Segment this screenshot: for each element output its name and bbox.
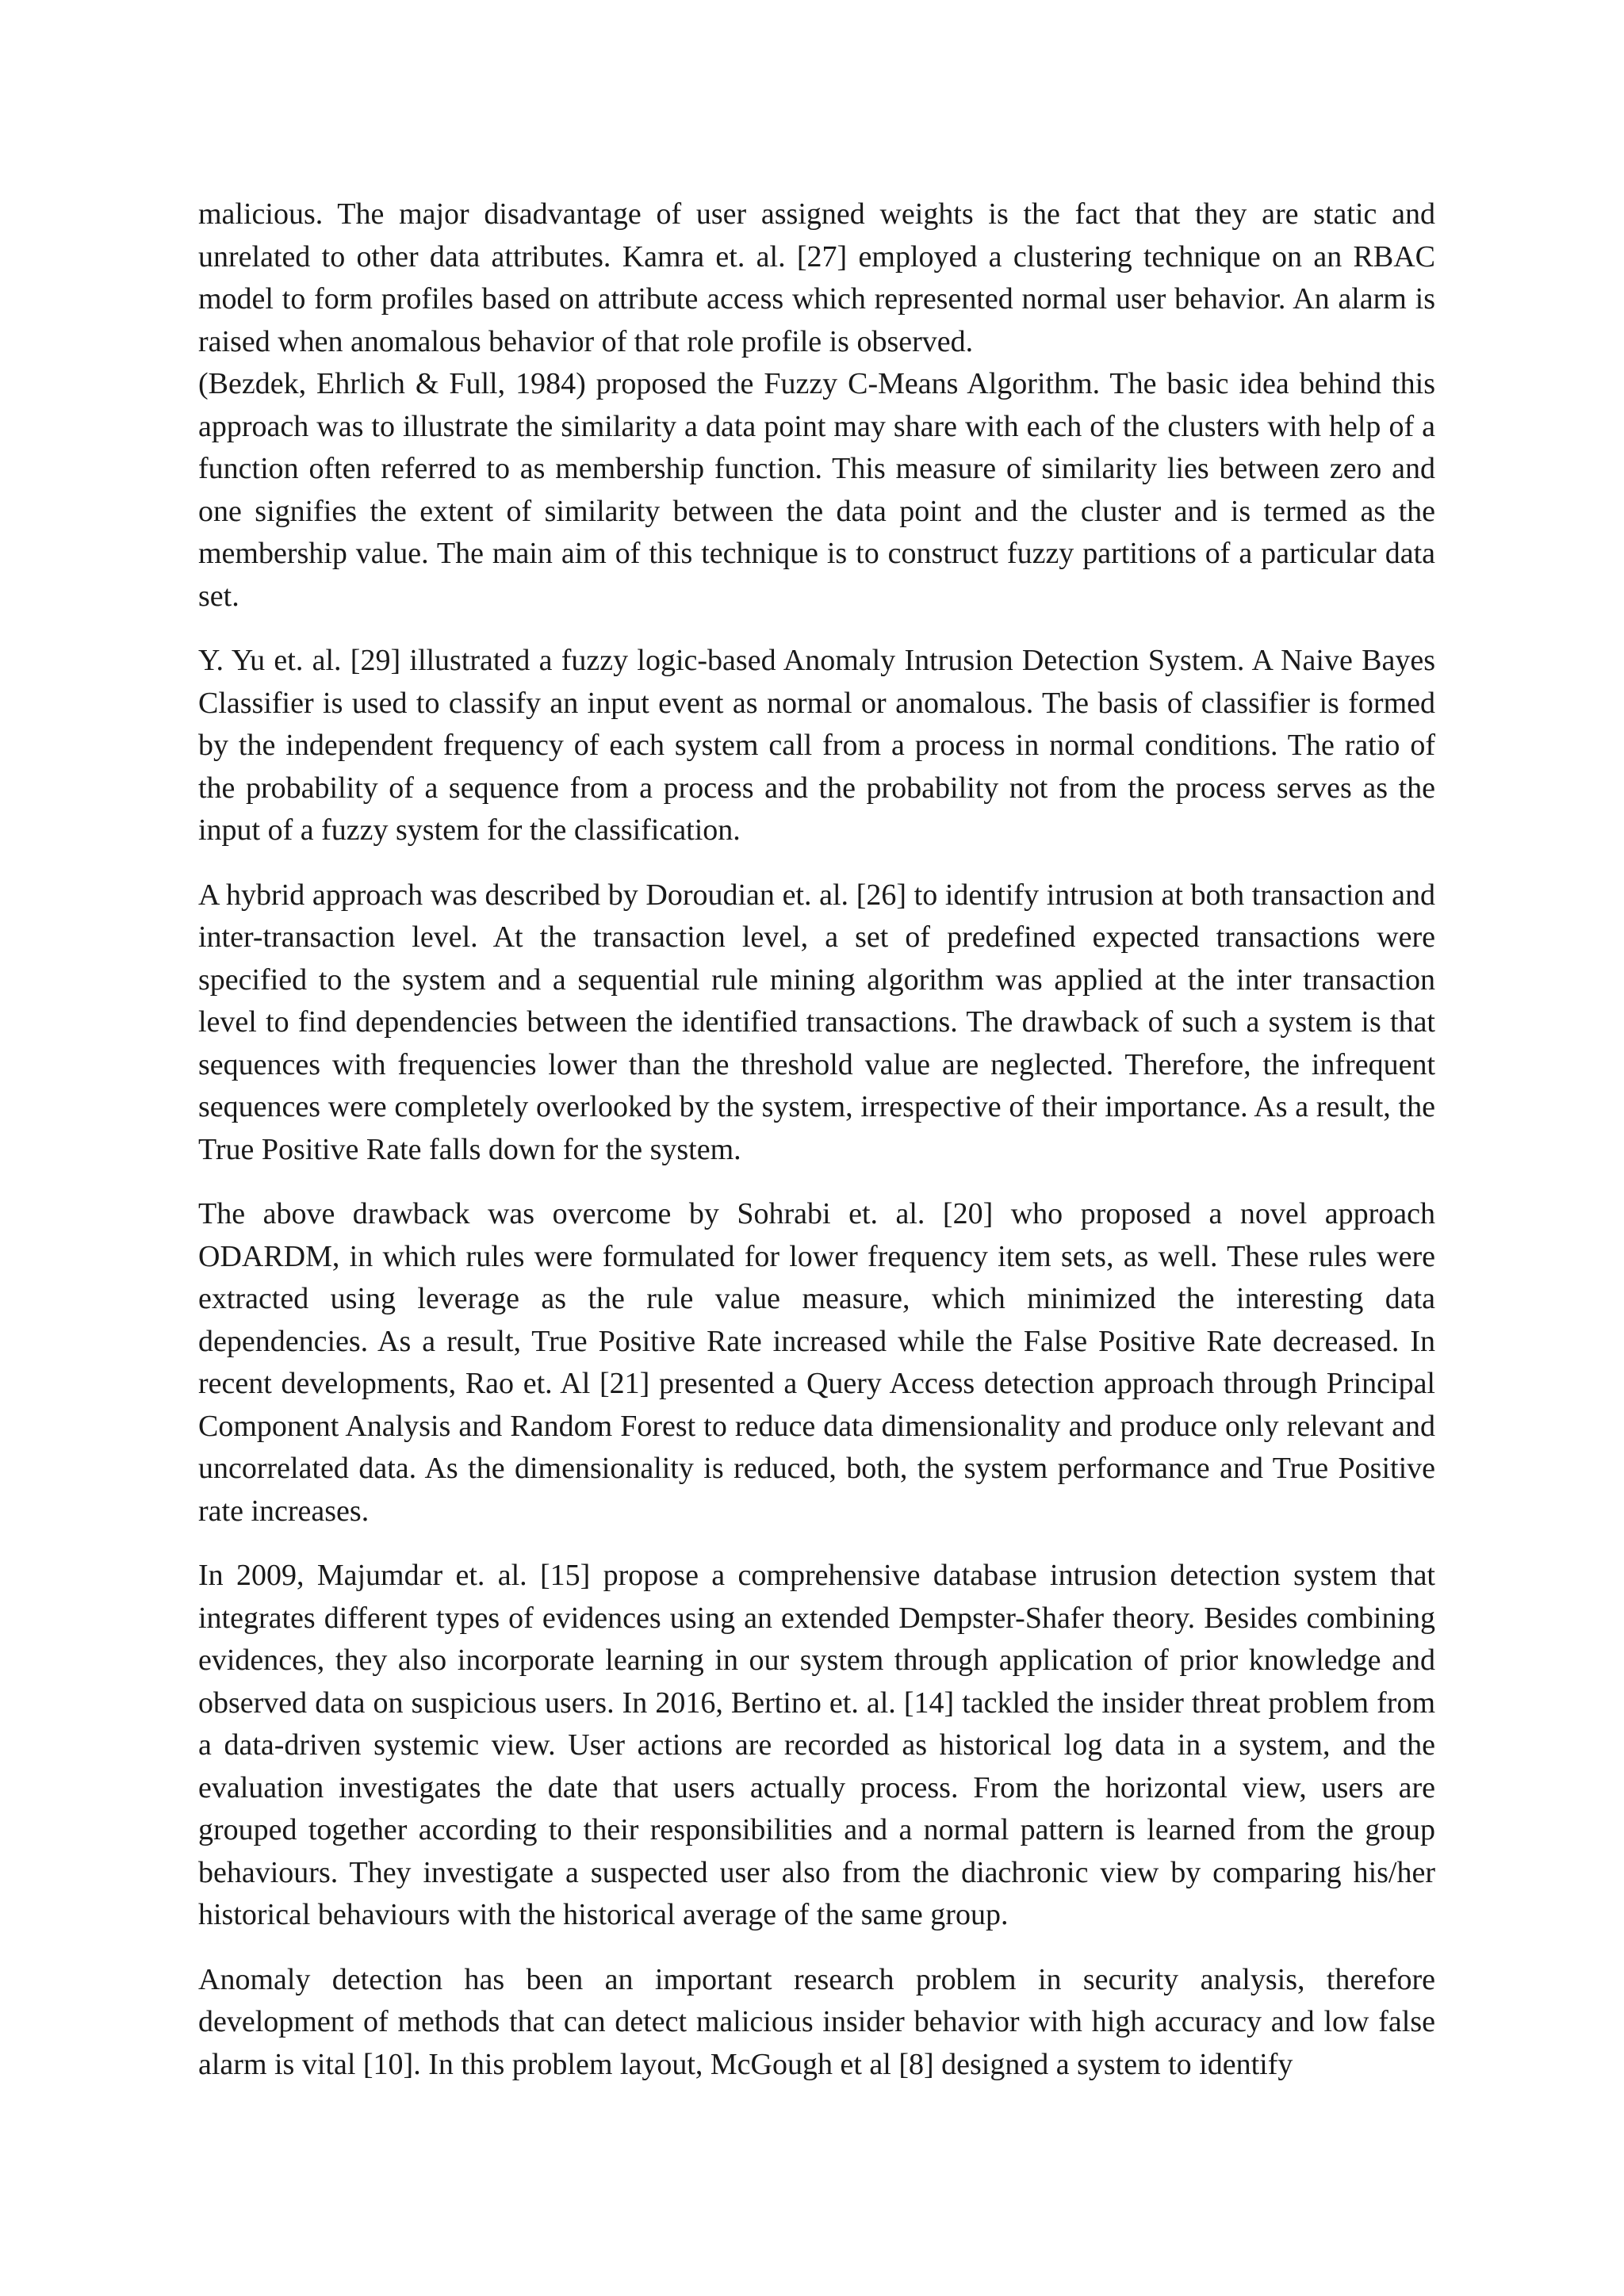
paragraph-hybrid-approach: A hybrid approach was described by Doroudian et. al. [26] to identify intrusion at both transaction and inter-transaction level. At the transaction level, a set of predefined expected transactions were specified to the system and a sequential rule mining algorithm was applied at the inter transaction level to find dependencies between the identified transactions. The drawback of such a system is that sequences with frequencies lower than the threshold value are neglected. Therefore, the infrequent sequences were completely overlooked by the system, irrespective of their importance. As a result, the True Positive Rate falls down for the system. [198,878,1435,1166]
paragraph-dempster-shafer: In 2009, Majumdar et. al. [15] propose a comprehensive database intrusion detection system that integrates different types of evidences using an extended Dempster-Shafer theory. Besides combining evidences, they also incorporate learning in our system through application of prior knowledge and observed data on suspicious users. In 2016, Bertino et. al. [14] tackled the insider threat problem from a data-driven systemic view. User actions are recorded as historical log data in a system, and the evaluation investigates the date that users actually process. From the horizontal view, users are grouped together according to their responsibilities and a normal pattern is learned from the group behaviours. They investigate a suspected user also from the diachronic view by comparing his/her historical behaviours with the historical average of the same group. [198,1559,1435,1931]
paragraph-odardm: The above drawback was overcome by Sohrabi et. al. [20] who proposed a novel approach ODARDM, in which rules were formulated for lower frequency item sets, as well. These rules were extracted using leverage as the rule value measure, which minimized the interesting data dependencies. As a result, True Positive Rate increased while the False Positive Rate decreased. In recent developments, Rao et. Al [21] presented a Query Access detection approach through Principal Component Analysis and Random Forest to reduce data dimensionality and produce only relevant and uncorrelated data. As the dimensionality is reduced, both, the system performance and True Positive rate increases. [198,1197,1435,1528]
paragraph-rbac-profiles: malicious. The major disadvantage of user assigned weights is the fact that they are static and unrelated to other data attributes. Kamra et. al. [27] employed a clustering technique on an RBAC model to form profiles based on attribute access which represented normal user behavior. An alarm is raised when anomalous behavior of that role profile is observed. [198,197,1435,358]
body-text [198,193,1435,2086]
paragraph-fuzzy-anomaly-ids: Y. Yu et. al. [29] illustrated a fuzzy logic-based Anomaly Intrusion Detection System. A Naive Bayes Classifier is used to classify an input event as normal or anomalous. The basis of classifier is formed by the independent frequency of each system call from a process in normal conditions. The ratio of the probability of a sequence from a process and the probability not from the process serves as the input of a fuzzy system for the classification. [198,644,1435,847]
paragraph-fuzzy-c-means: (Bezdek, Ehrlich & Full, 1984) proposed the Fuzzy C-Means Algorithm. The basic idea behind this approach was to illustrate the similarity a data point may share with each of the clusters with help of a function often referred to as membership function. This measure of similarity lies between zero and one signifies the extent of similarity between the data point and the cluster and is termed as the membership value. The main aim of this technique is to construct fuzzy partitions of a particular data set. [198,367,1435,613]
paragraph-anomaly-detection: Anomaly detection has been an important research problem in security analysis, therefore development of methods that can detect malicious insider behavior with high accuracy and low false alarm is vital [10]. In this problem layout, McGough et al [8] designed a system to identify [198,1962,1435,2081]
